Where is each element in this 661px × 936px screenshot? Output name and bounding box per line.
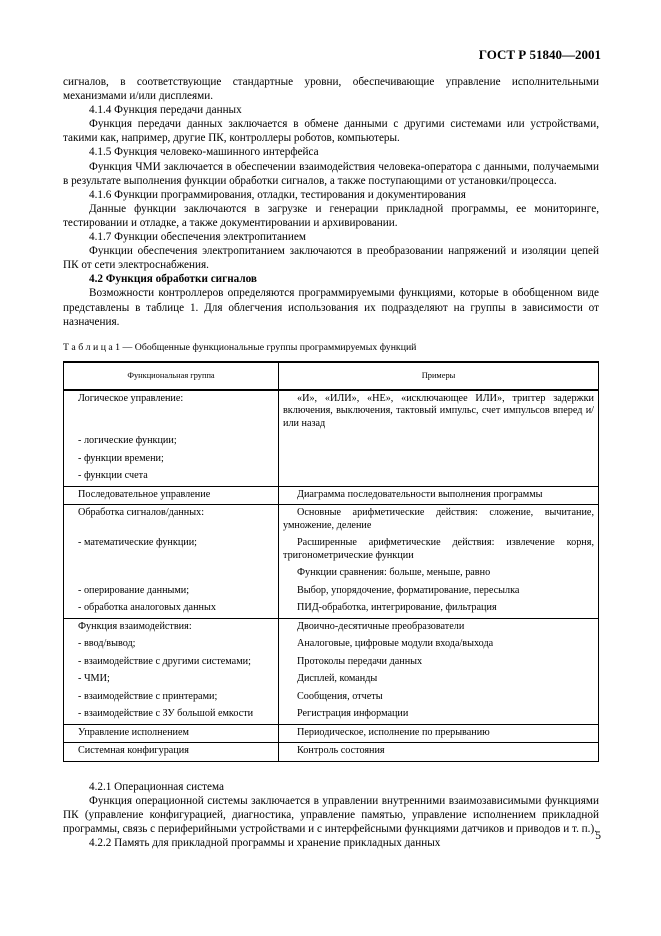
example-cell	[279, 505, 599, 536]
paragraph: Данные функции заключаются в загрузке и генерации прикладной программы, ее мониторинге, тестировании и отладке, а также документировании и архивировании.	[63, 202, 599, 229]
example-text: ПИД-обработка, интегрирование, фильтрация	[297, 602, 497, 614]
table-row	[64, 671, 599, 689]
table-header-row	[64, 362, 599, 390]
example-text: Протоколы передачи данных	[297, 655, 423, 667]
group-text: Последовательное управление	[78, 488, 211, 500]
group-cell	[64, 433, 279, 451]
example-text: Контроль состояния	[297, 745, 385, 757]
group-text: Управление исполнением	[78, 726, 189, 738]
group-text: - обработка аналоговых данных	[78, 602, 216, 614]
group-cell	[64, 505, 279, 536]
example-cell	[279, 486, 599, 505]
table-row	[64, 433, 599, 451]
group-text: - функции счета	[78, 470, 148, 482]
table-row	[64, 743, 599, 762]
column-header-group: Функциональная группа	[64, 362, 279, 390]
group-text: - взаимодействие с ЗУ большой емкости	[78, 708, 254, 720]
table-row	[64, 565, 599, 583]
table-row	[64, 689, 599, 707]
table-row	[64, 468, 599, 486]
example-text	[279, 433, 598, 438]
group-text: - логические функции;	[78, 435, 177, 447]
example-cell	[279, 636, 599, 654]
group-cell	[64, 468, 279, 486]
group-cell	[64, 390, 279, 434]
table-row	[64, 535, 599, 565]
table-row	[64, 706, 599, 724]
example-text: Сообщения, отчеты	[297, 690, 383, 702]
example-cell	[279, 724, 599, 743]
example-cell	[279, 654, 599, 672]
group-text: - взаимодействие с другими системами;	[78, 655, 251, 667]
table-row	[64, 390, 599, 434]
example-text: Аналоговые, цифровые модули входа/выхода	[297, 638, 494, 650]
group-cell	[64, 724, 279, 743]
bottom-text-block	[63, 780, 599, 850]
table-row	[64, 486, 599, 505]
group-text	[64, 565, 278, 570]
function-groups-table	[63, 361, 599, 762]
table-row	[64, 618, 599, 636]
table-row	[64, 451, 599, 469]
example-cell	[279, 390, 599, 434]
group-cell	[64, 583, 279, 601]
table-row	[64, 654, 599, 672]
example-text	[279, 468, 598, 473]
paragraph: Функция операционной системы заключается в управлении внутренними взаимозависимыми функциями ПК (управление конфигурацией, диагностика, управление памятью, управление исполнением прикладной программы, связь с периферийными устройствами и с интерфейсными функциями датчиков и приводов и т. п.).	[63, 794, 599, 836]
example-text: Основные арифметические действия: сложение, вычитание, умножение, деление	[283, 507, 594, 531]
example-cell	[279, 468, 599, 486]
group-text: Обработка сигналов/данных:	[78, 507, 205, 519]
example-cell	[279, 706, 599, 724]
example-text	[279, 451, 598, 456]
example-cell	[279, 565, 599, 583]
paragraph: Функции обеспечения электропитанием заключаются в преобразовании напряжений и изоляции цепей ПК от сети электроснабжения.	[63, 245, 599, 272]
table-row	[64, 724, 599, 743]
group-text: - оперирование данными;	[78, 584, 190, 596]
group-cell	[64, 565, 279, 583]
paragraph: 4.2.1 Операционная система	[89, 780, 224, 793]
group-cell	[64, 654, 279, 672]
example-text: Выбор, упорядочение, форматирование, пересылка	[297, 584, 520, 596]
group-text: - функции времени;	[78, 452, 164, 464]
example-cell	[279, 583, 599, 601]
group-text: - математические функции;	[78, 537, 198, 549]
example-text: Диаграмма последовательности выполнения программы	[297, 488, 543, 500]
paragraph: Функция передачи данных заключается в обмене данными с другими системами или устройствами, такими как, например, другие ПК, контроллеры роботов, компьютеры.	[63, 118, 599, 145]
group-text: Логическое управление:	[78, 392, 184, 404]
example-text: Дисплей, команды	[297, 673, 378, 685]
example-text: Периодическое, исполнение по прерыванию	[297, 726, 490, 738]
group-cell	[64, 535, 279, 565]
table-row	[64, 600, 599, 618]
group-cell	[64, 600, 279, 618]
group-cell	[64, 743, 279, 762]
paragraph: 4.2.2 Память для прикладной программы и хранение прикладных данных	[89, 837, 441, 850]
paragraph: 4.1.6 Функции программирования, отладки, тестирования и документирования	[89, 188, 466, 201]
paragraph: сигналов, в соответствующие стандартные уровни, обеспечивающие управление исполнительными механизмами и/или дисплеями.	[63, 76, 599, 103]
group-cell	[64, 706, 279, 724]
example-cell	[279, 618, 599, 636]
paragraph: 4.2 Функция обработки сигналов	[89, 273, 257, 286]
paragraph: 4.1.4 Функция передачи данных	[89, 104, 242, 117]
group-cell	[64, 618, 279, 636]
table-row	[64, 505, 599, 536]
example-text: Регистрация информации	[297, 708, 409, 720]
paragraph: Возможности контроллеров определяются программируемыми функциями, которые в обобщенном виде представлены в таблице 1. Для облегчения использования их подразделяют на группы в зависимости от назначения.	[63, 287, 599, 328]
group-cell	[64, 689, 279, 707]
page-number: 5	[595, 830, 601, 842]
paragraph: 4.1.7 Функции обеспечения электропитанием	[89, 231, 306, 244]
example-cell	[279, 433, 599, 451]
group-cell	[64, 636, 279, 654]
table-body	[64, 390, 599, 762]
paragraph: 4.1.5 Функция человеко-машинного интерфейса	[89, 146, 319, 159]
paragraph: Функция ЧМИ заключается в обеспечении взаимодействия человека-оператора с данными, получаемыми в результате выполнения функции обработки сигналов, а также поступающими от установки/процесса.	[63, 160, 599, 187]
column-header-examples: Примеры	[279, 362, 599, 390]
example-cell	[279, 451, 599, 469]
page-content	[63, 75, 599, 850]
example-cell	[279, 743, 599, 762]
group-cell	[64, 451, 279, 469]
example-text: Двоично-десятичные преобразователи	[297, 620, 465, 632]
table-row	[64, 636, 599, 654]
example-cell	[279, 671, 599, 689]
example-text: Расширенные арифметические действия: извлечение корня, тригонометрические функции	[283, 537, 594, 561]
group-cell	[64, 671, 279, 689]
example-text: Функции сравнения: больше, меньше, равно	[297, 567, 491, 579]
example-text: «И», «ИЛИ», «НЕ», «исключающее ИЛИ», триггер задержки включения, выключения, тактовый импульс, счет импульсов вперед и/или назад	[283, 392, 594, 429]
group-text: - ввод/вывод;	[78, 638, 136, 650]
table-row	[64, 583, 599, 601]
group-text: Системная конфигурация	[78, 745, 189, 757]
group-text: - ЧМИ;	[78, 673, 110, 685]
group-text: - взаимодействие с принтерами;	[78, 690, 218, 702]
group-cell	[64, 486, 279, 505]
table-caption: Т а б л и ц а 1 — Обобщенные функциональные группы программируемых функций	[63, 341, 417, 353]
example-cell	[279, 689, 599, 707]
top-text-block	[63, 75, 599, 329]
example-cell	[279, 535, 599, 565]
example-cell	[279, 600, 599, 618]
document-header: ГОСТ Р 51840—2001	[478, 47, 601, 62]
group-text: Функция взаимодействия:	[78, 620, 192, 632]
